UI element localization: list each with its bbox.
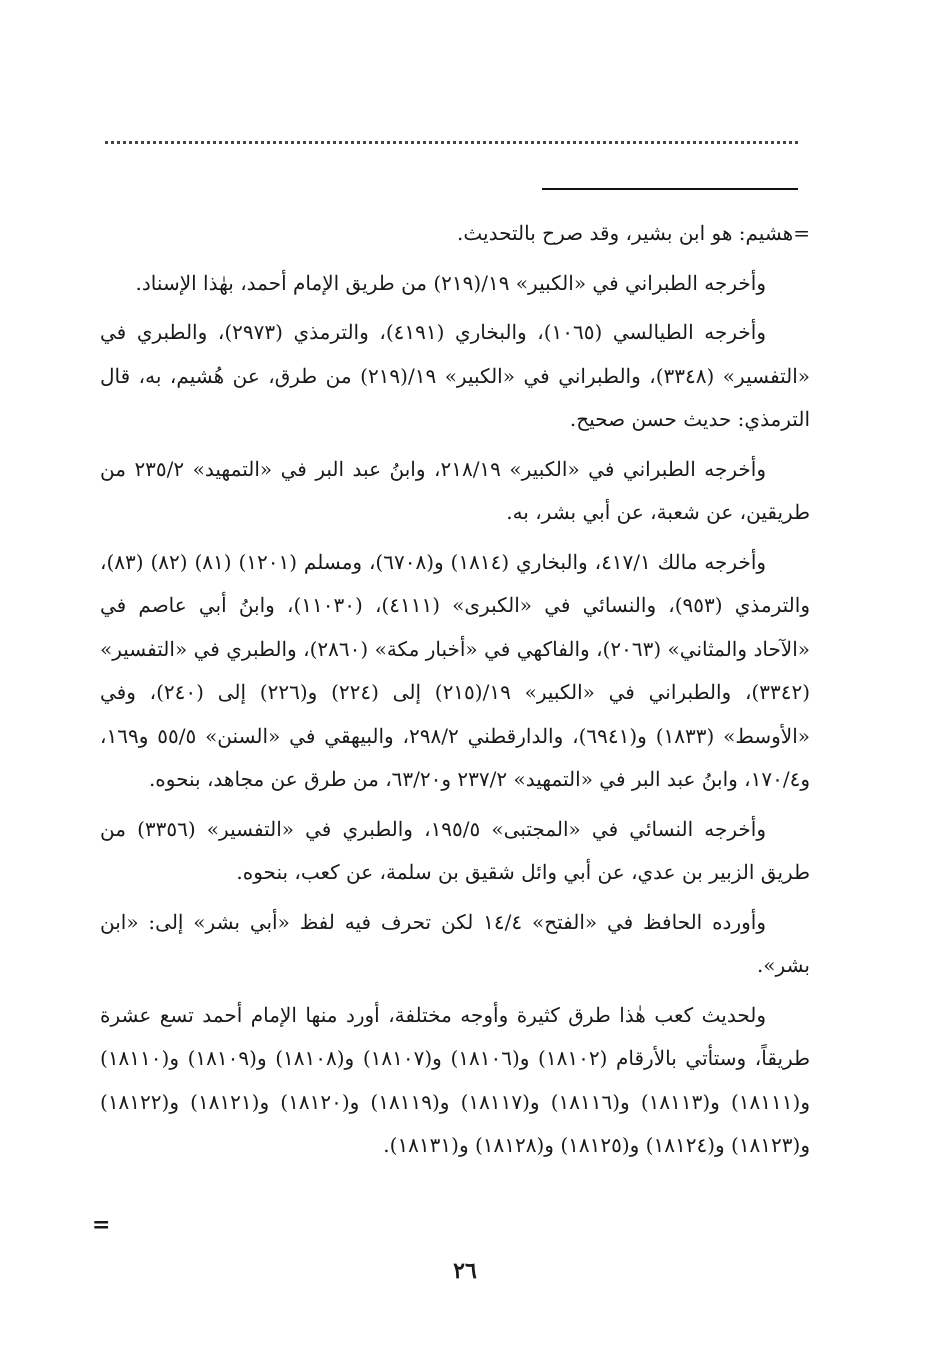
footnote-paragraph: ولحديث كعب هٰذا طرق كثيرة وأوجه مختلفة، أورد منها الإمام أحمد تسع عشرة طريقاً، وستأتي بالأرقام (١٨١٠٢) و(١٨١٠٦) و(١٨١٠٧) و(١٨١٠٨) و(١٨١٠٩) و(١٨١١٠) و(١٨١١١) و(١٨١١٣) و(١٨١١٦) و(١٨١١٧) و(١٨١١٩) و(١٨١٢٠) و(١٨١٢١) و(١٨١٢٢) و(١٨١٢٣) و(١٨١٢٤) و(١٨١٢٥) و(١٨١٢٨) و(١٨١٣١). — [100, 1002, 810, 1157]
page-number: ٢٦ — [453, 1258, 477, 1284]
footnote-paragraph: =هشيم: هو ابن بشير، وقد صرح بالتحديث. — [457, 221, 810, 245]
footnote-paragraph: وأخرجه النسائي في «المجتبى» ١٩٥/٥، والطبري في «التفسير» (٣٣٥٦) من طريق الزبير بن عدي، عن أبي وائل شقيق بن سلمة، عن كعب، بنحوه. — [100, 816, 810, 884]
footnote-paragraph: وأخرجه مالك ٤١٧/١، والبخاري (١٨١٤) و(٦٧٠٨)، ومسلم (١٢٠١) (٨١) (٨٢) (٨٣)، والترمذي (٩٥٣)، والنسائي في «الكبرى» (٤١١١)، (١١٠٣٠)، وابنُ أبي عاصم في «الآحاد والمثاني» (٢٠٦٣)، والفاكهي في «أخبار مكة» (٢٨٦٠)، والطبري في «التفسير» (٣٣٤٢)، والطبراني في «الكبير» ١٩/(٢١٥) إلى (٢٢٤) و(٢٢٦) إلى (٢٤٠)، وفي «الأوسط» (١٨٣٣) و(٦٩٤١)، والدارقطني ٢٩٨/٢، والبيهقي في «السنن» ٥٥/٥ و١٦٩، و١٧٠/٤، وابنُ عبد البر في «التمهيد» ٢٣٧/٢ و٦٣/٢٠، من طرق عن مجاهد، بنحوه. — [100, 549, 811, 791]
footnote-paragraph: وأخرجه الطبراني في «الكبير» ٢١٨/١٩، وابنُ عبد البر في «التمهيد» ٢٣٥/٢ من طريقين، عن شعبة، عن أبي بشر، به. — [100, 456, 810, 524]
dotted-separator — [105, 141, 798, 144]
footnotes — [100, 212, 810, 1174]
footnote-paragraph: وأخرجه الطيالسي (١٠٦٥)، والبخاري (٤١٩١)، والترمذي (٢٩٧٣)، والطبري في «التفسير» (٣٣٤٨)، والطبراني في «الكبير» ١٩/(٢١٩) من طرق، عن هُشيم، به، قال الترمذي: حديث حسن صحيح. — [100, 320, 810, 431]
continuation-mark: = — [92, 1212, 111, 1238]
footnote-paragraph: وأخرجه الطبراني في «الكبير» ١٩/(٢١٩) من طريق الإمام أحمد، بهٰذا الإسناد. — [135, 270, 766, 295]
footnote-paragraph: وأورده الحافظ في «الفتح» ١٤/٤ لكن تحرف فيه لفظ «أبي بشر» إلى: «ابن بشر». — [100, 909, 810, 977]
footnote-rule — [542, 188, 798, 190]
